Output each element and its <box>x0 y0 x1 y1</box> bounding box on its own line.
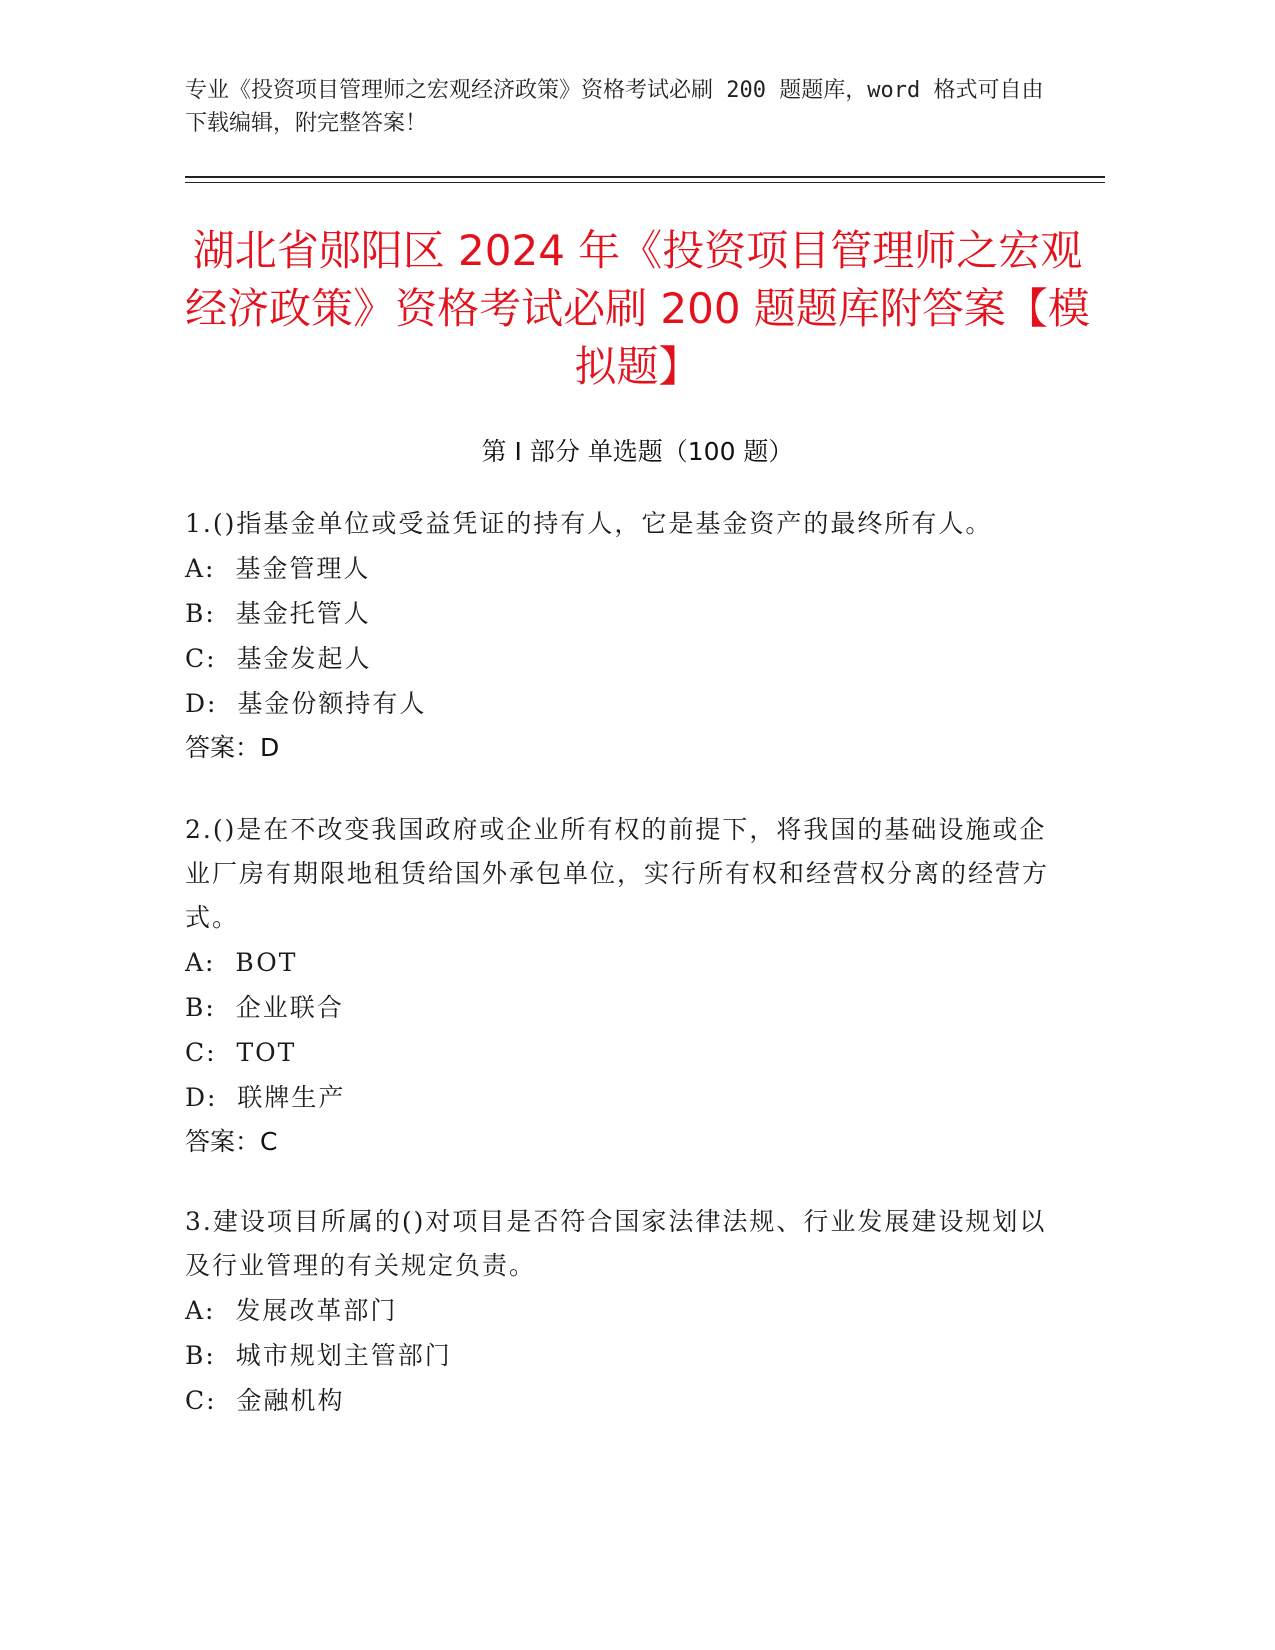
question-3 <box>185 1200 1065 1423</box>
section-title: 第 I 部分 单选题（100 题） <box>481 437 794 466</box>
answer: 答案：D <box>185 733 280 762</box>
answer: 答案：C <box>185 1127 278 1156</box>
question-1 <box>185 502 1065 770</box>
question-stem: 3.建设项目所属的()对项目是否符合国家法律法规、行业发展建设规划以及行业管理的有关规定负责。 <box>185 1207 1047 1280</box>
option-d: D: 基金份额持有人 <box>185 689 427 718</box>
question-2 <box>185 808 1065 1164</box>
option-d: D: 联牌生产 <box>185 1083 346 1112</box>
option-a: A: 基金管理人 <box>185 554 371 583</box>
option-b: B: 基金托管人 <box>185 599 371 628</box>
option-c: C: 基金发起人 <box>185 644 372 673</box>
question-stem: 2.()是在不改变我国政府或企业所有权的前提下，将我国的基础设施或企业厂房有期限地租赁给国外承包单位，实行所有权和经营权分离的经营方式。 <box>185 815 1050 932</box>
option-c: C: 金融机构 <box>185 1386 345 1415</box>
option-c: C: TOT <box>185 1038 297 1067</box>
option-b: B: 企业联合 <box>185 993 344 1022</box>
header-divider-thin <box>185 182 1105 183</box>
header-divider-thick <box>185 176 1105 178</box>
document-title: 湖北省郧阳区 2024 年《投资项目管理师之宏观经济政策》资格考试必刷 200 题题库附答案【模拟题】 <box>185 226 1090 391</box>
option-a: A: BOT <box>185 948 298 977</box>
option-a: A: 发展改革部门 <box>185 1296 398 1325</box>
header-note: 专业《投资项目管理师之宏观经济政策》资格考试必刷 200 题题库，word 格式可自由下载编辑，附完整答案！ <box>185 78 1044 136</box>
question-stem: 1.()指基金单位或受益凭证的持有人，它是基金资产的最终所有人。 <box>185 509 993 538</box>
option-b: B: 城市规划主管部门 <box>185 1341 452 1370</box>
